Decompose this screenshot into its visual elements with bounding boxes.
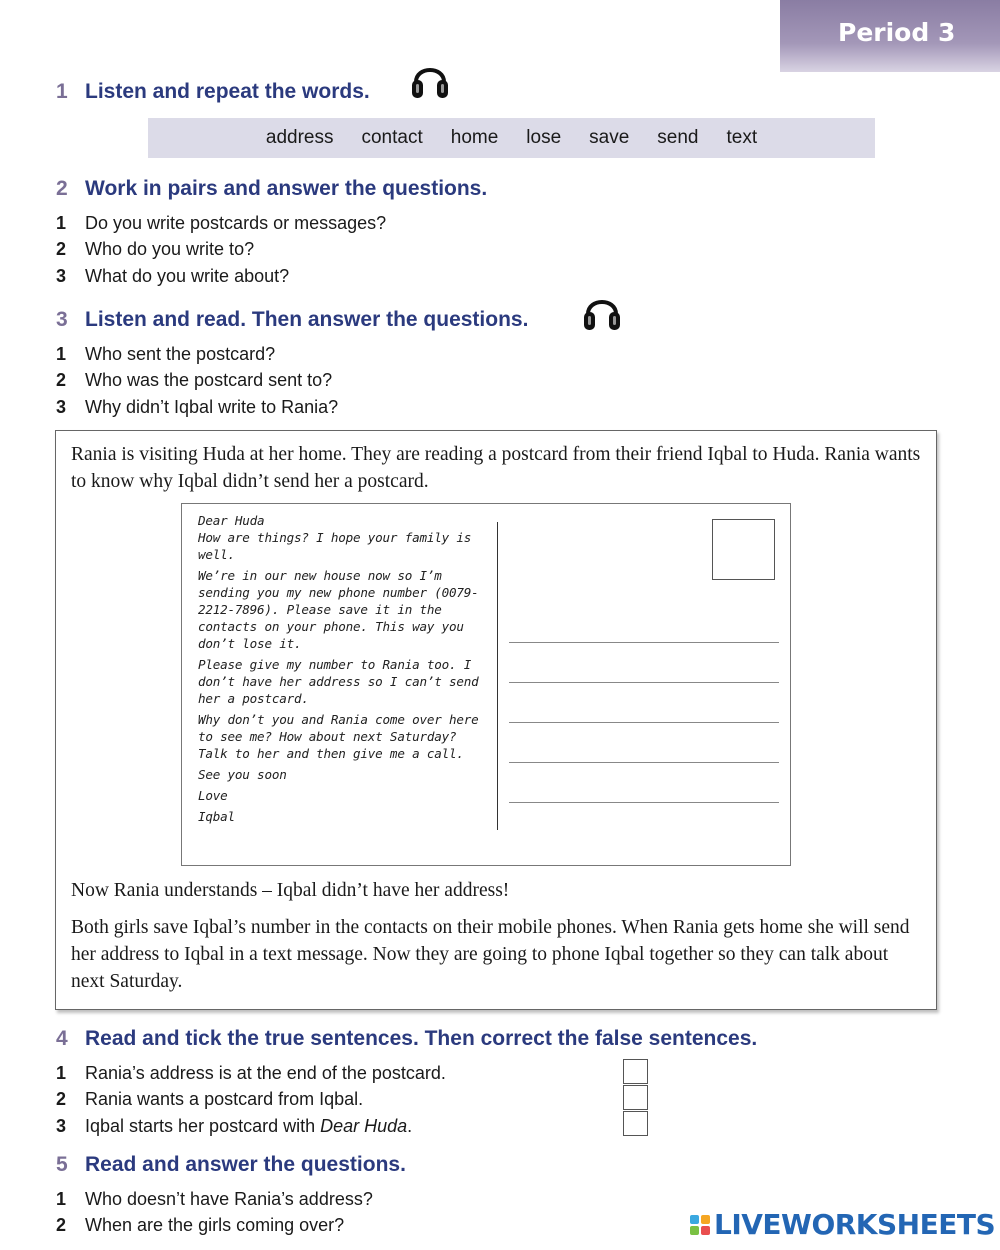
question-number: 1 — [56, 213, 67, 233]
question-number: 2 — [56, 1215, 67, 1236]
exercise-1-heading — [56, 80, 370, 104]
postcard-love: Love — [198, 788, 228, 803]
word-address: address — [265, 127, 334, 148]
exercise-3-questions — [56, 341, 338, 420]
tick-checkbox[interactable] — [623, 1111, 648, 1136]
postcard-greeting: Dear Huda — [198, 513, 265, 528]
exercise-title: Listen and read. Then answer the questions. — [85, 308, 529, 331]
word-send: send — [657, 127, 699, 148]
exercise-number: 3 — [56, 308, 68, 331]
reading-paragraph: Now Rania understands – Iqbal didn’t have her address! — [71, 880, 510, 901]
sentence-text-italic: Dear Huda — [320, 1115, 408, 1136]
question-row — [56, 367, 338, 393]
exercise-5-heading — [56, 1153, 406, 1177]
question-text: Do you write postcards or messages? — [85, 213, 387, 233]
question-row — [56, 1186, 373, 1212]
question-text: When are the girls coming over? — [85, 1215, 345, 1236]
headphones-icon[interactable] — [410, 58, 450, 102]
postcard-closing: See you soon — [198, 767, 287, 782]
exercise-number: 4 — [56, 1027, 68, 1050]
question-row — [56, 1212, 373, 1238]
postcard-paragraph: How are things? I hope your family is well. — [198, 530, 472, 562]
exercise-title: Read and tick the true sentences. Then correct the false sentences. — [85, 1027, 758, 1050]
sentence-number: 1 — [56, 1063, 67, 1083]
exercise-5-questions — [56, 1186, 373, 1239]
exercise-title: Listen and repeat the words. — [85, 80, 370, 103]
postcard-signature: Iqbal — [198, 809, 235, 824]
reading-intro: Rania is visiting Huda at her home. They are reading a postcard from their friend Iqbal to Huda. Rania wants to know why Iqbal didn’t send her a postcard. — [71, 444, 921, 492]
address-line — [509, 802, 779, 803]
postcard-message — [198, 512, 488, 825]
word-contact: contact — [361, 127, 423, 148]
headphones-icon[interactable] — [582, 290, 622, 334]
word-bank — [148, 118, 875, 158]
sentence-number: 3 — [56, 1115, 67, 1136]
sentence-text: Rania’s address is at the end of the postcard. — [85, 1063, 446, 1083]
question-number: 3 — [56, 265, 67, 286]
postcard-paragraph: Why don’t you and Rania come over here to see me? How about next Saturday? Talk to her and then give me a call. — [198, 712, 479, 761]
postcard-paragraph: We’re in our new house now so I’m sending you my new phone number (0079-2212-7896). Please save it in the contacts on your phone. This way you don’t lose it. — [198, 568, 479, 651]
word-save: save — [589, 127, 630, 148]
liveworksheets-watermark — [690, 1208, 995, 1241]
period-label: Period 3 — [838, 18, 956, 47]
question-row — [56, 236, 386, 262]
exercise-2-heading — [56, 177, 487, 201]
tick-checkbox[interactable] — [623, 1085, 648, 1110]
question-text: What do you write about? — [85, 265, 290, 286]
exercise-4-heading — [56, 1027, 757, 1051]
address-line — [509, 682, 779, 683]
question-number: 2 — [56, 239, 67, 260]
question-number: 1 — [56, 1189, 67, 1209]
exercise-2-questions — [56, 210, 386, 289]
watermark-text: LIVEWORKSHEETS — [714, 1208, 996, 1241]
word-lose: lose — [526, 127, 562, 148]
address-line — [509, 762, 779, 763]
exercise-number: 1 — [56, 80, 68, 103]
question-row — [56, 394, 338, 420]
word-home: home — [450, 127, 499, 148]
sentence-text-end: . — [407, 1115, 413, 1136]
sentence-row — [56, 1113, 446, 1139]
sentence-text — [85, 1113, 412, 1139]
question-text: Why didn’t Iqbal write to Rania? — [85, 396, 339, 417]
word-text: text — [726, 127, 758, 148]
sentence-text-start: Iqbal starts her postcard with — [85, 1115, 321, 1136]
sentence-text: Rania wants a postcard from Iqbal. — [85, 1089, 364, 1110]
address-line — [509, 722, 779, 723]
reading-paragraph: Both girls save Iqbal’s number in the contacts on their mobile phones. When Rania gets home she will send her address to Iqbal in a text message. Now they are going to phone Iqbal together so they can talk about next Saturday. — [71, 917, 910, 992]
postcard-paragraph: Please give my number to Rania too. I don’t have her address so I can’t send her a postcard. — [198, 657, 479, 706]
address-line — [509, 642, 779, 643]
question-row — [56, 341, 338, 367]
question-row — [56, 263, 386, 289]
exercise-number: 2 — [56, 177, 68, 200]
period-tab — [780, 0, 1000, 72]
sentence-number: 2 — [56, 1089, 67, 1110]
exercise-title: Work in pairs and answer the questions. — [85, 177, 488, 200]
question-row — [56, 210, 386, 236]
liveworksheets-logo-icon — [690, 1215, 710, 1235]
question-number: 1 — [56, 344, 67, 364]
sentence-row — [56, 1086, 446, 1112]
question-number: 2 — [56, 370, 67, 391]
postcard-divider — [497, 522, 498, 830]
exercise-3-heading — [56, 308, 528, 332]
question-text: Who do you write to? — [85, 239, 255, 260]
sentence-row — [56, 1060, 446, 1086]
exercise-number: 5 — [56, 1153, 68, 1176]
tick-checkbox[interactable] — [623, 1059, 648, 1084]
exercise-title: Read and answer the questions. — [85, 1153, 406, 1176]
question-number: 3 — [56, 396, 67, 417]
question-text: Who was the postcard sent to? — [85, 370, 333, 391]
question-text: Who sent the postcard? — [85, 344, 276, 364]
postcard — [181, 503, 791, 866]
reading-passage-box — [55, 430, 937, 1010]
postcard-stamp-box — [712, 519, 775, 580]
exercise-4-sentences — [56, 1060, 446, 1139]
question-text: Who doesn’t have Rania’s address? — [85, 1189, 373, 1209]
